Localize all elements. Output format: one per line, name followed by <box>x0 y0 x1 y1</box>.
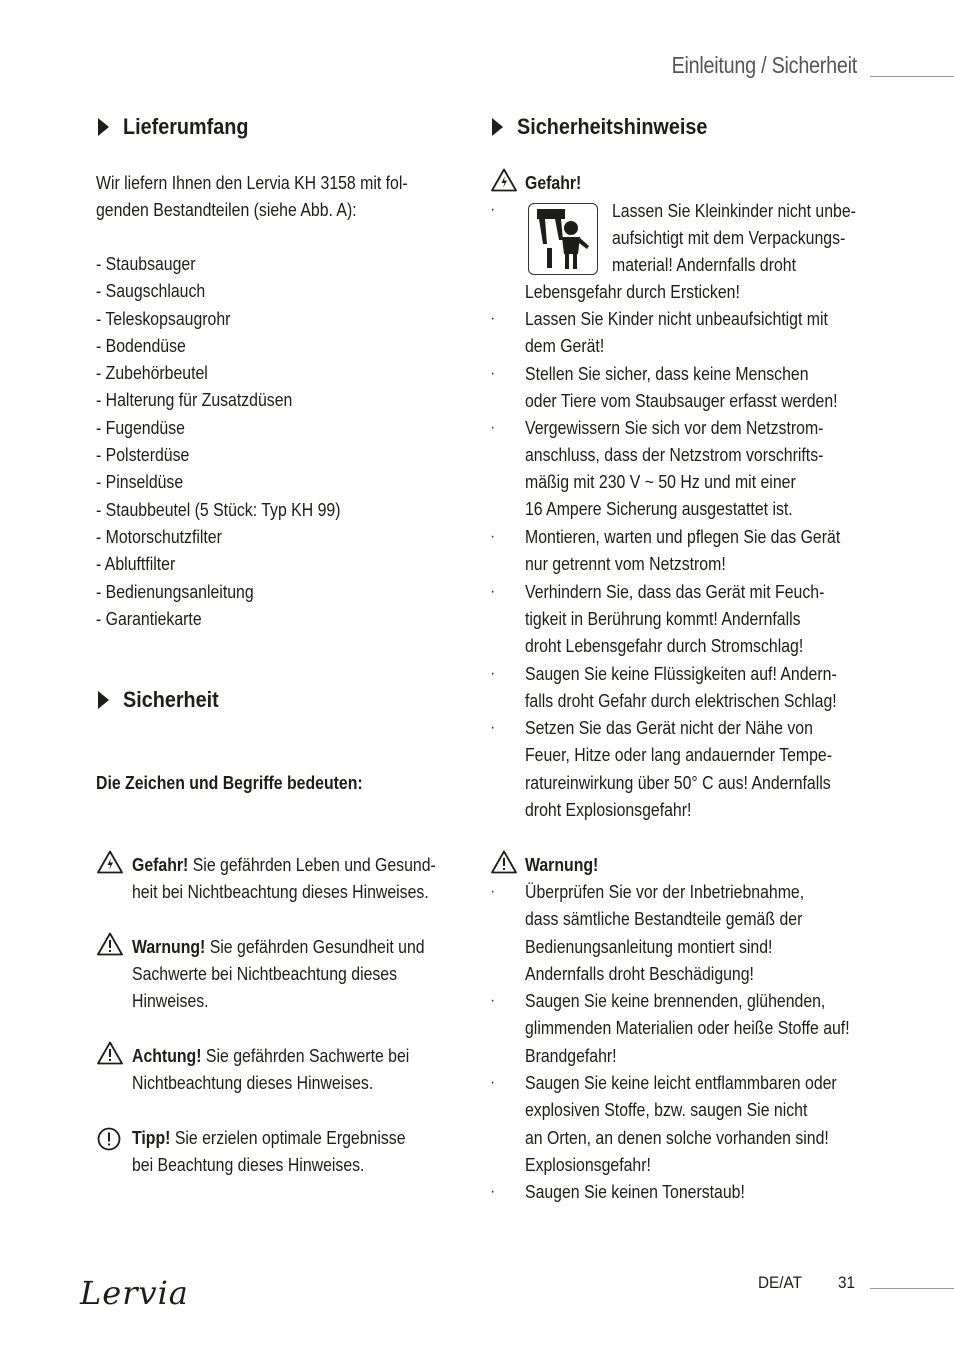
list-item: - Teleskopsaugrohr <box>96 308 231 329</box>
bullet: · <box>490 992 496 1009</box>
brand-logo: Lervia <box>80 1274 189 1312</box>
gefahr-item-5-l1: tigkeit in Berührung kommt! Andernfalls <box>525 609 801 629</box>
warnung-item-1-l2: Brandgefahr! <box>525 1046 617 1066</box>
sign-warnung-line2: Sachwerte bei Nichtbeachtung dieses <box>132 964 398 984</box>
sign-gefahr-line1: Gefahr! Sie gefährden Leben und Gesund- <box>132 855 436 875</box>
sign-warnung-line3: Hinweises. <box>132 991 209 1011</box>
footer-rule <box>870 1288 954 1289</box>
bullet: · <box>490 583 496 600</box>
list-item: - Polsterdüse <box>96 445 190 466</box>
section-arrow-icon <box>492 118 503 136</box>
bullet: · <box>490 665 496 682</box>
warnung-item-2-l1: explosiven Stoffe, bzw. saugen Sie nicht <box>525 1100 808 1120</box>
page-header-title: Einleitung / Sicherheit <box>671 52 857 78</box>
list-item: - Zubehörbeutel <box>96 363 208 384</box>
sign-tipp-line2: bei Beachtung dieses Hinweises. <box>132 1155 365 1175</box>
gefahr-item-5-l0: Verhindern Sie, dass das Gerät mit Feuch- <box>525 582 825 602</box>
gefahr-item-7-l1: Feuer, Hitze oder lang andauernder Tempe- <box>525 745 833 765</box>
warnung-item-0-l0: Überprüfen Sie vor der Inbetriebnahme, <box>525 882 805 902</box>
sign-achtung-line1: Achtung! Sie gefährden Sachwerte bei <box>132 1046 410 1066</box>
sicherheit-heading: Sicherheit <box>96 687 229 713</box>
list-item: - Staubsauger <box>96 254 196 274</box>
sicherheitshinweise-heading: Sicherheitshinweise <box>490 114 729 140</box>
list-item: - Motorschutzfilter <box>96 526 222 547</box>
gefahr-item-0-l3: Lebensgefahr durch Ersticken! <box>525 282 740 302</box>
warning-icon <box>97 932 123 956</box>
gefahr-item-3-l3: 16 Ampere Sicherung ausgestattet ist. <box>525 499 793 519</box>
gefahr-item-6-l0: Saugen Sie keine Flüssigkeiten auf! Andern- <box>525 664 837 684</box>
lieferumfang-intro-1: Wir liefern Ihnen den Lervia KH 3158 mit fol- <box>96 173 408 193</box>
caution-icon <box>97 1041 123 1065</box>
list-item: - Bodendüse <box>96 335 186 356</box>
warning-icon <box>491 850 517 874</box>
warnung-item-2-l3: Explosionsgefahr! <box>525 1155 651 1175</box>
sicherheit-subheading: Die Zeichen und Begriffe bedeuten: <box>96 773 363 793</box>
child-suffocation-icon <box>529 204 596 273</box>
bullet: · <box>490 719 496 736</box>
gefahr-item-7-l2: ratureinwirkung über 50° C aus! Andernfalls <box>525 773 831 793</box>
bullet: · <box>490 419 496 436</box>
footer-language: DE/AT <box>758 1273 802 1292</box>
warnung-label: Warnung! <box>525 855 599 875</box>
warnung-item-0-l2: Bedienungsanleitung montiert sind! <box>525 937 773 957</box>
gefahr-item-1-l1: dem Gerät! <box>525 336 605 356</box>
gefahr-item-7-l3: droht Explosionsgefahr! <box>525 800 692 820</box>
list-item: - Bedienungsanleitung <box>96 581 254 602</box>
gefahr-item-3-l1: anschluss, dass der Netzstrom vorschrifts- <box>525 445 824 465</box>
gefahr-item-2-l1: oder Tiere vom Staubsauger erfasst werden! <box>525 391 838 411</box>
list-item: - Fugendüse <box>96 417 185 438</box>
gefahr-item-7-l0: Setzen Sie das Gerät nicht der Nähe von <box>525 718 813 738</box>
sign-achtung-line2: Nichtbeachtung dieses Hinweises. <box>132 1073 374 1093</box>
gefahr-item-3-l2: mäßig mit 230 V ~ 50 Hz und mit einer <box>525 472 796 492</box>
child-packaging-pictogram <box>528 203 598 275</box>
gefahr-item-3-l0: Vergewissern Sie sich vor dem Netzstrom- <box>525 418 824 438</box>
warnung-item-1-l1: glimmenden Materialien oder heiße Stoffe auf! <box>525 1018 850 1038</box>
section-arrow-icon <box>98 118 109 136</box>
bullet: · <box>490 365 496 382</box>
gefahr-item-0-l0: Lassen Sie Kleinkinder nicht unbe- <box>612 201 856 221</box>
gefahr-item-1-l0: Lassen Sie Kinder nicht unbeaufsichtigt mit <box>525 309 828 329</box>
lieferumfang-intro-2: genden Bestandteilen (siehe Abb. A): <box>96 200 357 220</box>
list-item: - Staubbeutel (5 Stück: Typ KH 99) <box>96 499 341 520</box>
gefahr-item-0-l1: aufsichtigt mit dem Verpackungs- <box>612 228 846 248</box>
gefahr-item-2-l0: Stellen Sie sicher, dass keine Menschen <box>525 364 809 384</box>
sign-warnung-line1: Warnung! Sie gefährden Gesundheit und <box>132 937 425 957</box>
page-number: 31 <box>838 1273 856 1292</box>
danger-warning-icon <box>491 168 517 192</box>
warnung-item-2-l2: an Orten, an denen solche vorhanden sind! <box>525 1128 829 1148</box>
list-item: - Halterung für Zusatzdüsen <box>96 390 293 411</box>
list-item: - Garantiekarte <box>96 608 202 629</box>
list-item: - Abluftfilter <box>96 554 176 575</box>
warnung-item-2-l0: Saugen Sie keine leicht entflammbaren oder <box>525 1073 837 1093</box>
bullet: · <box>490 528 496 545</box>
warnung-item-0-l1: dass sämtliche Bestandteile gemäß der <box>525 909 803 929</box>
danger-warning-icon <box>97 850 123 874</box>
lieferumfang-list <box>96 251 374 633</box>
gefahr-label: Gefahr! <box>525 173 582 193</box>
bullet: · <box>490 201 496 218</box>
section-arrow-icon <box>98 691 109 709</box>
bullet: · <box>490 1183 496 1200</box>
bullet: · <box>490 310 496 327</box>
gefahr-item-5-l2: droht Lebensgefahr durch Stromschlag! <box>525 636 804 656</box>
warnung-item-3-l0: Saugen Sie keinen Tonerstaub! <box>525 1182 745 1202</box>
header-rule <box>870 76 954 77</box>
warnung-item-0-l3: Andernfalls droht Beschädigung! <box>525 964 754 984</box>
sign-gefahr-line2: heit bei Nichtbeachtung dieses Hinweises. <box>132 882 429 902</box>
gefahr-item-4-l0: Montieren, warten und pflegen Sie das Gerät <box>525 527 841 547</box>
gefahr-item-0-l2: material! Andernfalls droht <box>612 255 797 275</box>
list-item: - Saugschlauch <box>96 281 206 302</box>
bullet: · <box>490 883 496 900</box>
gefahr-item-6-l1: falls droht Gefahr durch elektrischen Schlag! <box>525 691 837 711</box>
gefahr-item-4-l1: nur getrennt vom Netzstrom! <box>525 554 726 574</box>
tip-icon <box>97 1127 121 1151</box>
sign-tipp-line1: Tipp! Sie erzielen optimale Ergebnisse <box>132 1128 406 1148</box>
lieferumfang-heading: Lieferumfang <box>96 114 262 140</box>
bullet: · <box>490 1074 496 1091</box>
warnung-item-1-l0: Saugen Sie keine brennenden, glühenden, <box>525 991 826 1011</box>
list-item: - Pinseldüse <box>96 472 184 493</box>
